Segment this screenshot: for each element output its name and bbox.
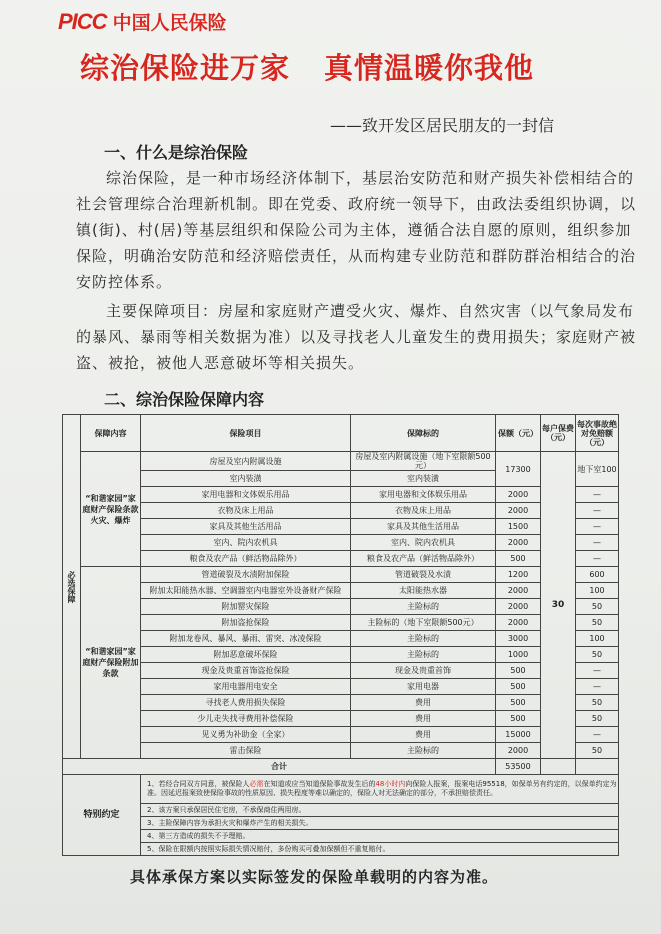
premium-value: 30 [541,452,576,759]
row-deductible: 50 [576,615,619,631]
coverage-table [62,414,619,856]
picc-logo [58,8,227,35]
row-amount: 2000 [496,583,541,599]
row-item: 家用电器用电安全 [141,679,351,695]
row-deductible: — [576,727,619,743]
header-amount: 保额（元） [496,415,541,452]
row-target: 家用电器和文体娱乐用品 [351,487,496,503]
section1-title: 一、什么是综治保险 [104,143,249,162]
row-amount: 1200 [496,567,541,583]
row-deductible: 100 [576,631,619,647]
company-name: 中国人民保险 [112,12,227,34]
table-row [63,727,619,743]
table-row [63,615,619,631]
picc-logo-text: PICC [58,8,107,34]
row-deductible: 50 [576,695,619,711]
row-item: 家用电器和文体娱乐用品 [141,487,351,503]
row-item: 现金及贵重首饰盗抢保险 [141,663,351,679]
row-target: 家具及其他生活用品 [351,519,496,535]
row-target: 现金及贵重首饰 [351,663,496,679]
row-item: 管道破裂及水渍附加保险 [141,567,351,583]
row-item: 粮食及农产品（鲜活物品除外） [141,551,351,567]
headline [80,46,534,87]
row-amount: 1000 [496,647,541,663]
row-target: 费用 [351,727,496,743]
table-row [63,711,619,727]
row-deductible: — [576,503,619,519]
row-target: 费用 [351,695,496,711]
row-item: 附加太阳能热水器、空调器室内电器室外设备财产保险 [141,583,351,599]
headline-part1: 综治保险进万家 [80,51,291,85]
table-row [63,487,619,503]
row-amount: 500 [496,679,541,695]
row-amount: 2000 [496,599,541,615]
row-deductible: 50 [576,743,619,759]
row-amount: 500 [496,695,541,711]
row-item: 见义勇为补助金（全家） [141,727,351,743]
row-target: 主险标的 [351,631,496,647]
row-target: 衣物及床上用品 [351,503,496,519]
group2-label: “和谐家园”家庭财产保险附加条款 [81,567,141,759]
headline-part2: 真情温暖你我他 [324,51,535,85]
section1-para1: 综治保险，是一种市场经济体制下，基层治安防范和财产损失补偿相结合的社会管理综合治理新机制。即在党委、政府统一领导下，由政法委组织协调，以镇(街)、村(居)等基层组织和保险公司为主体，遵循合法自愿的原则，组织参加保险，明确治安防范和经济赔偿责任，从而构建专业防范和群防群治相结合的治安防控体系。 [76,169,637,291]
row-target: 太阳能热水器 [351,583,496,599]
special-row [63,830,619,843]
row-item: 附加恶意破坏保险 [141,647,351,663]
table-header-row [63,415,619,452]
row-item: 附加龙卷风、暴风、暴雨、雷突、冰凌保险 [141,631,351,647]
total-value: 53500 [496,759,541,775]
row-deductible: — [576,679,619,695]
table-row [63,631,619,647]
row-deductible: — [576,519,619,535]
special-note-2: 2、该方案只承保居民住宅房，不承保商住两用房。 [141,804,619,817]
row-amount: 15000 [496,727,541,743]
table-row [63,567,619,583]
special-row [63,775,619,804]
row-amount: 3000 [496,631,541,647]
row-amount: 500 [496,663,541,679]
row-deductible: — [576,487,619,503]
row-target: 室内、院内农机具 [351,535,496,551]
table-row [63,679,619,695]
footer-note: 具体承保方案以实际签发的保险单载明的内容为准。 [130,868,499,886]
special-row [63,804,619,817]
row-target: 粮食及农产品（鲜活物品除外） [351,551,496,567]
row-deductible: — [576,551,619,567]
header-target: 保障标的 [351,415,496,452]
group1-label: “和谐家园”家庭财产保险条款火灾、爆炸 [81,452,141,567]
row-deductible: 100 [576,583,619,599]
row-item: 少儿走失找寻费用补偿保险 [141,711,351,727]
row-deductible: — [576,535,619,551]
row-item: 房屋及室内附属设施 [141,452,351,471]
special-label: 特别约定 [63,775,141,856]
row-amount: 2000 [496,615,541,631]
row-target: 管道破裂及水渍 [351,567,496,583]
special-note-4: 4、第三方造成的损失不予理赔。 [141,830,619,843]
table-row [63,599,619,615]
row-target: 房屋及室内附属设施（地下室限额500元） [351,452,496,471]
row-amount: 2000 [496,503,541,519]
row-amount: 1500 [496,519,541,535]
row-deductible: 600 [576,567,619,583]
special-row [63,817,619,830]
row-item: 家具及其他生活用品 [141,519,351,535]
row-target: 家用电器 [351,679,496,695]
header-content: 保障内容 [81,415,141,452]
row-amount: 2000 [496,743,541,759]
table-row [63,663,619,679]
table-row [63,452,619,471]
special-note-3: 3、主险保障内容为承担火灾和爆炸产生的相关损失。 [141,817,619,830]
special-note-1: 1、若经合同双方同意，被保险人必需在知道或应当知道保险事故发生后的48小时内向保险人报案，报案电话95518，如保单另有约定的，以保单约定为准。因延迟报案致使保险事故的性质原因、损失程度等难以确定的，保险人对无法确定的部分，不承担赔偿责任。 [141,775,619,804]
row-item: 室内装潢 [141,471,351,487]
row-target: 主险标的 [351,647,496,663]
row-deductible: — [576,663,619,679]
row-target: 主险标的 [351,599,496,615]
total-row [63,759,619,775]
table-row [63,695,619,711]
row-target: 费用 [351,711,496,727]
row-item: 衣物及床上用品 [141,503,351,519]
table-row [63,503,619,519]
row-target: 主险标的（地下室限额500元） [351,615,496,631]
row-amount: 2000 [496,535,541,551]
total-label: 合计 [63,759,496,775]
row-item: 雷击保险 [141,743,351,759]
row-amount: 2000 [496,487,541,503]
header-premium: 每户保费（元） [541,415,576,452]
row-item: 室内、院内农机具 [141,535,351,551]
row-deductible: 地下室100 [576,452,619,487]
special-row [63,843,619,856]
row-amount: 500 [496,551,541,567]
table-row [63,647,619,663]
row-amount: 17300 [496,452,541,487]
row-item: 附加罂灾保险 [141,599,351,615]
section2-title: 二、综治保险保障内容 [104,390,265,409]
table-row [63,551,619,567]
table-row [63,535,619,551]
row-deductible: 50 [576,711,619,727]
row-target: 主险标的 [351,743,496,759]
table-row [63,583,619,599]
row-deductible: 50 [576,647,619,663]
row-deductible: 50 [576,599,619,615]
subtitle: ——致开发区居民朋友的一封信 [330,116,555,135]
row-target: 室内装潢 [351,471,496,487]
row-item: 附加盗抢保险 [141,615,351,631]
side-label: 必选保障 [63,415,81,759]
table-row [63,743,619,759]
row-item: 寻找老人费用损失保险 [141,695,351,711]
row-amount: 500 [496,711,541,727]
section1-para2: 主要保障项目：房屋和家庭财产遭受火灾、爆炸、自然灾害（以气象局发布的暴风、暴雨等相关数据为准）以及寻找老人儿童发生的费用损失；家庭财产被盗、被抢，被他人恶意破坏等相关损失。 [76,302,637,372]
special-note-5: 5、保险在限额内按照实际损失情况赔付，多份购买可叠加保额但不重复赔付。 [141,843,619,856]
header-item: 保险项目 [141,415,351,452]
header-deductible: 每次事故绝对免赔额（元） [576,415,619,452]
table-row [63,519,619,535]
